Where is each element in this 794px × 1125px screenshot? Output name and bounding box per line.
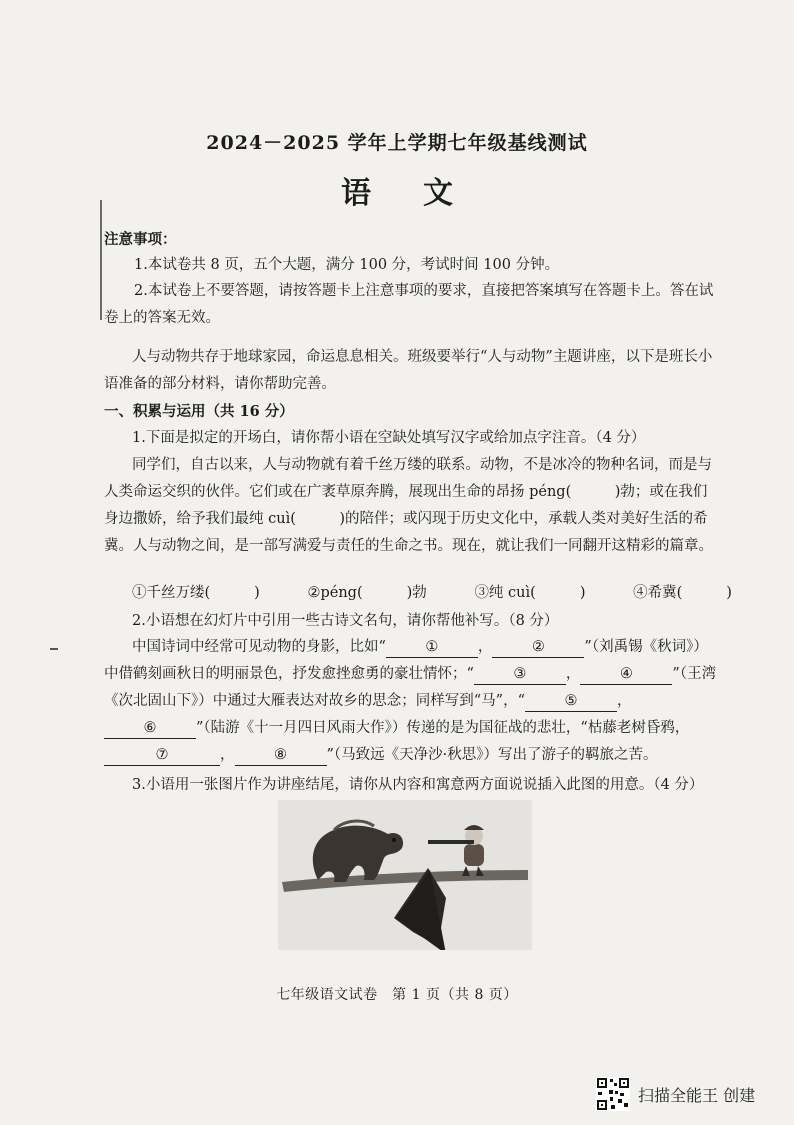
- fill-blank-2: ②: [492, 637, 584, 658]
- question-2-passage: 中国诗词中经常可见动物的身影，比如“ ① ， ② ”（刘禹锡《秋词》）中借鹤刻画秋日的明丽景色，抒发愈挫愈勇的豪壮情怀；“ ③ ， ④ ”（王湾《次北固山下》）中通过大雁表达对故乡的思念；同样写到“马”，“ ⑤ ，⑥ ”（陆游《十一月四日风雨大作》）传递的是为国征战的悲壮，“枯藤老树昏鸦，⑦ ， ⑧ ”（马致远《天净沙·秋思》）写出了游子的羁旅之苦。: [104, 634, 720, 769]
- question-3-prompt: 3.小语用一张图片作为讲座结尾，请你从内容和寓意两方面说说插入此图的用意。（4 分）: [132, 777, 704, 793]
- fill-blank-4: ④: [580, 664, 672, 685]
- scan-mark: [50, 648, 58, 650]
- notice-item: 2.本试卷上不要答题，请按答题卡上注意事项的要求，直接把答案填写在答题卡上。答在试卷上的答案无效。: [104, 283, 714, 326]
- intro-paragraph: 人与动物共存于地球家园，命运息息相关。班级要举行“人与动物”主题讲座，以下是班长小语准备的部分材料，请你帮助完善。: [104, 349, 713, 392]
- fill-blank-1: ①: [386, 637, 478, 658]
- scanner-label: 扫描全能王 创建: [638, 1085, 756, 1105]
- question-2-prompt: 2.小语想在幻灯片中引用一些古诗文名句，请你帮他补写。（8 分）: [132, 613, 559, 629]
- scanner-watermark: [596, 1076, 755, 1112]
- exam-subject: 语文: [341, 176, 505, 211]
- bear-hunter-seesaw-image: [278, 800, 532, 950]
- fill-blank-7: ⑦: [104, 745, 220, 766]
- page-footer: 七年级语文试卷 第 1 页（共 8 页）: [276, 987, 518, 1003]
- answer-item-4: ④希冀( ): [633, 585, 732, 601]
- answer-item-3: ③纯 cuì( ): [474, 585, 586, 601]
- fill-blank-6: ⑥: [104, 718, 196, 739]
- answer-item-2: ②péng( )勃: [307, 585, 427, 601]
- question-1-passage: 同学们，自古以来，人与动物就有着千丝万缕的联系。动物，不是冰冷的物种名词，而是与人类命运交织的伙伴。它们或在广袤草原奔腾，展现出生命的昂扬 péng( )勃；或在我们身边撒娇，给予我们最纯 cuì( )的陪伴；或闪现于历史文化中，承载人类对美好生活的希冀。人与动物之间，是一部写满爱与责任的生命之书。现在，就让我们一同翻开这精彩的篇章。: [104, 457, 713, 554]
- seesaw-illustration: [278, 800, 532, 950]
- question-1-prompt: 1.下面是拟定的开场白，请你帮小语在空缺处填写汉字或给加点字注音。（4 分）: [132, 430, 646, 446]
- notice-heading: 注意事项：: [104, 231, 177, 248]
- notice-item: 1.本试卷共 8 页，五个大题，满分 100 分，考试时间 100 分钟。: [134, 257, 560, 273]
- fill-blank-8: ⑧: [235, 745, 327, 766]
- qr-code-icon: [596, 1077, 630, 1111]
- section-heading: 一、积累与运用（共 16 分）: [104, 403, 294, 420]
- fill-blank-5: ⑤: [525, 691, 617, 712]
- answer-item-1: ①千丝万缕( ): [132, 585, 260, 601]
- fill-blank-3: ③: [474, 664, 566, 685]
- exam-title: 2024－2025 学年上学期七年级基线测试: [206, 132, 588, 154]
- question-1-answer-row: [132, 581, 732, 602]
- scan-margin-line: [100, 200, 102, 320]
